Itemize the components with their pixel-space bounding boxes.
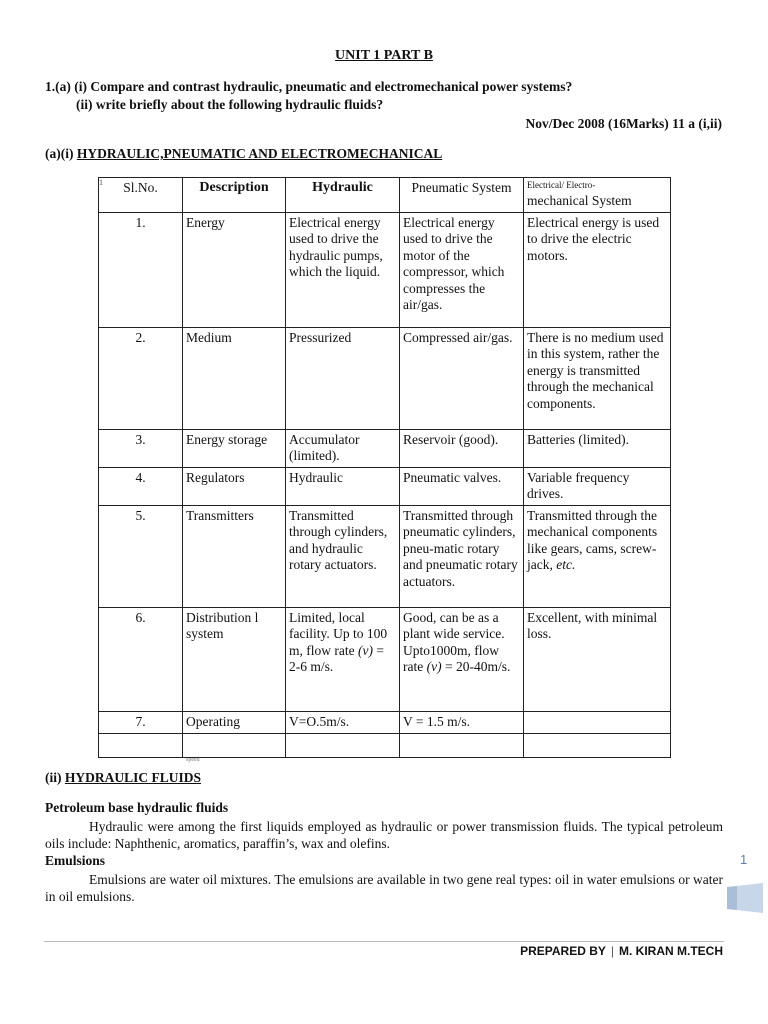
cell-empty <box>524 733 671 758</box>
emulsions-paragraph <box>45 871 723 905</box>
question-line-2: (ii) write briefly about the following hydraulic fluids? <box>76 97 384 112</box>
cell-description: Operating <box>183 711 286 733</box>
cell-description: Energy <box>183 212 286 327</box>
cell-pneumatic <box>400 607 524 711</box>
cell-electrical-text: Transmitted through the mechanical components like gears, cams, screw-jack, <box>527 507 658 572</box>
cell-description: Medium <box>183 327 286 429</box>
cell-hydraulic: Electrical energy used to drive the hydraulic pumps, which the liquid. <box>286 212 400 327</box>
section-a-title: HYDRAULIC,PNEUMATIC AND ELECTROMECHANICAL <box>76 146 443 161</box>
cell-pneumatic: Electrical energy used to drive the motor of the compressor, which compresses the air/gas. <box>400 212 524 327</box>
stray-mark: 1 <box>99 178 103 187</box>
cell-text: = 20-40m/s. <box>441 659 511 674</box>
cell-empty <box>99 733 183 758</box>
cell-electrical: There is no medium used in this system, rather the energy is transmitted through the mechanical components. <box>524 327 671 429</box>
table-row-overflow <box>99 733 671 758</box>
cell-slno: 3. <box>99 429 183 467</box>
table-row <box>99 505 671 607</box>
page-number: 1 <box>740 852 748 867</box>
cell-pneumatic: V = 1.5 m/s. <box>400 711 524 733</box>
comparison-table <box>98 177 671 763</box>
table-header-row <box>99 178 671 213</box>
petroleum-paragraph <box>45 818 723 852</box>
footer <box>520 944 723 958</box>
cell-slno: 1. <box>99 212 183 327</box>
cell-slno: 6. <box>99 607 183 711</box>
section-a-prefix: (a)(i) <box>45 146 77 161</box>
cell-empty <box>286 733 400 758</box>
table-row <box>99 429 671 467</box>
cell-description: Distribution l system <box>183 607 286 711</box>
overflow-text: speed <box>186 756 200 763</box>
petroleum-text: Hydraulic were among the first liquids employed as hydraulic or power transmission fluids. The typical petroleum oils include: Naphthenic, aromatics, paraffin’s, wax and olefins. <box>45 819 723 851</box>
table-row <box>99 327 671 429</box>
cell-symbol: (v) <box>426 659 442 674</box>
header-electrical <box>524 178 671 213</box>
cell-symbol: (v) <box>357 642 373 658</box>
cell-electrical: Electrical energy is used to drive the electric motors. <box>524 212 671 327</box>
cell-pneumatic: Reservoir (good). <box>400 429 524 467</box>
cell-hydraulic: Accumulator (limited). <box>286 429 400 467</box>
cell-hydraulic: Hydraulic <box>286 467 400 505</box>
cell-text: = 2-6 m/s. <box>289 642 384 674</box>
header-electrical-bottom: mechanical System <box>527 193 632 208</box>
section-ii-title: HYDRAULIC FLUIDS <box>64 770 202 785</box>
cell-pneumatic: Pneumatic valves. <box>400 467 524 505</box>
emulsions-text: Emulsions are water oil mixtures. The emulsions are available in two gene real types: oil in water emulsions or water in oil emulsions. <box>45 872 723 904</box>
petroleum-heading: Petroleum base hydraulic fluids <box>45 800 229 815</box>
cell-hydraulic: Pressurized <box>286 327 400 429</box>
cell-hydraulic <box>286 607 400 711</box>
question-line-1: 1.(a) (i) Compare and contrast hydraulic, pneumatic and electromechanical power systems? <box>45 79 573 94</box>
footer-divider <box>44 941 724 942</box>
page-title: UNIT 1 PART B <box>335 48 433 63</box>
table-row <box>99 467 671 505</box>
cell-description: Transmitters <box>183 505 286 607</box>
cell-slno: 4. <box>99 467 183 505</box>
cell-electrical-etc: etc. <box>556 557 576 572</box>
cell-pneumatic: Compressed air/gas. <box>400 327 524 429</box>
cell-hydraulic: Transmitted through cylinders, and hydraulic rotary actuators. <box>286 505 400 607</box>
cell-text: Good, can be as a plant wide service. Upto1000m, flow rate <box>403 609 505 674</box>
footer-prepared-by: PREPARED BY <box>520 944 606 958</box>
cell-text: Limited, local facility. Up to 100 m, flow rate <box>289 609 388 658</box>
header-electrical-top: Electrical/ Electro- <box>527 180 596 190</box>
header-pneumatic: Pneumatic System <box>400 178 524 213</box>
cell-electrical: Variable frequency drives. <box>524 467 671 505</box>
footer-author: M. KIRAN M.TECH <box>619 944 723 958</box>
header-hydraulic: Hydraulic <box>286 178 400 213</box>
cell-electrical <box>524 505 671 607</box>
header-description: Description <box>183 178 286 213</box>
page-corner-icon <box>727 883 763 913</box>
footer-separator: | <box>610 944 614 958</box>
section-ii-heading <box>45 770 201 786</box>
table-row <box>99 607 671 711</box>
table-row <box>99 711 671 733</box>
cell-slno: 2. <box>99 327 183 429</box>
cell-electrical: Batteries (limited). <box>524 429 671 467</box>
exam-reference: Nov/Dec 2008 (16Marks) 11 a (i,ii) <box>525 116 722 131</box>
section-ii-prefix: (ii) <box>45 770 65 785</box>
cell-slno: 7. <box>99 711 183 733</box>
cell-slno: 5. <box>99 505 183 607</box>
emulsions-heading: Emulsions <box>45 853 106 868</box>
cell-pneumatic: Transmitted through pneumatic cylinders, pneu-matic rotary and pneumatic rotary actuators. <box>400 505 524 607</box>
header-slno: Sl.No. <box>99 178 183 213</box>
cell-hydraulic: V=O.5m/s. <box>286 711 400 733</box>
cell-empty <box>400 733 524 758</box>
section-a-heading <box>45 146 442 162</box>
cell-electrical <box>524 711 671 733</box>
cell-overflow <box>183 733 286 763</box>
table-row <box>99 212 671 327</box>
cell-description: Energy storage <box>183 429 286 467</box>
cell-electrical: Excellent, with minimal loss. <box>524 607 671 711</box>
cell-description: Regulators <box>183 467 286 505</box>
